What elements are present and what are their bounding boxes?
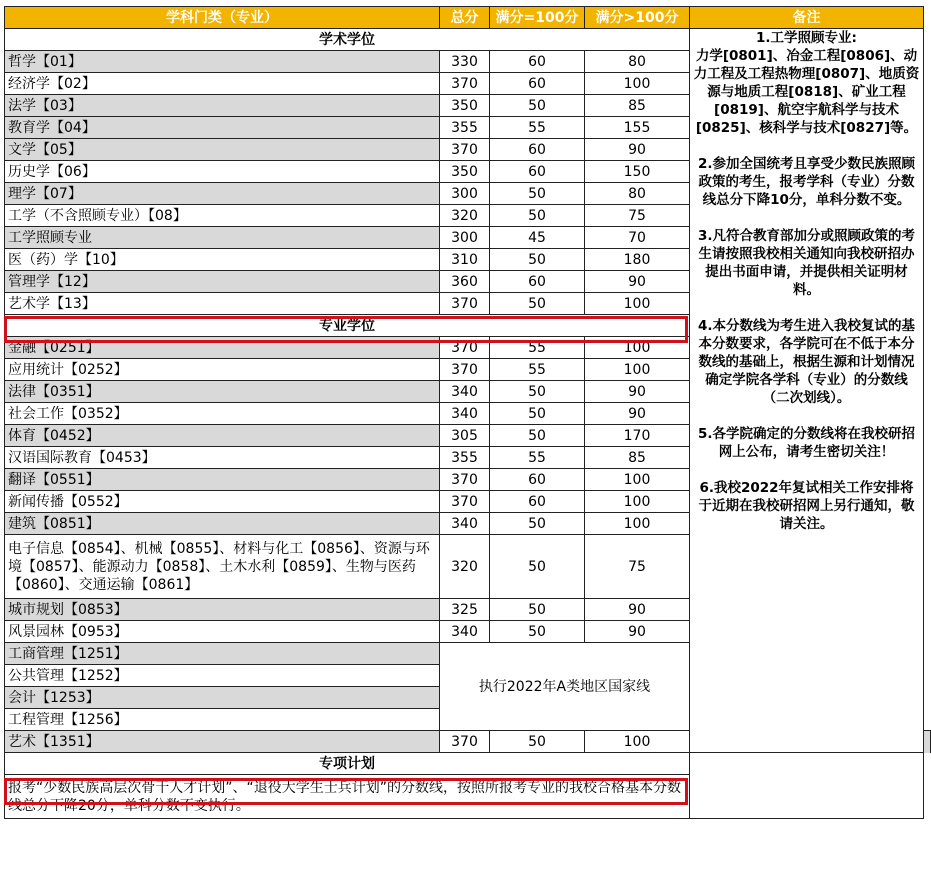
row-total: 370 [440, 139, 490, 161]
header-notes: 备注 [690, 7, 924, 29]
row-category: 应用统计【0252】 [5, 359, 440, 381]
header-score-gt100: 满分>100分 [585, 7, 690, 29]
row-category: 电子信息【0854】、机械【0855】、材料与化工【0856】、资源与环境【0857】、能源动力【0858】、土木水利【0859】、生物与医药【0860】、交通运输【0861】 [5, 535, 440, 599]
section-professional-label: 专业学位 [5, 315, 690, 337]
row-score100: 55 [490, 447, 585, 469]
header-total: 总分 [440, 7, 490, 29]
row-total: 370 [440, 293, 490, 315]
row-score100: 50 [490, 381, 585, 403]
row-total: 320 [440, 535, 490, 599]
special-plan-text: 报考“少数民族高层次骨干人才计划”、“退役大学生士兵计划”的分数线，按照所报考专业的我校合格基本分数线总分下降20分，单科分数不变执行。 [5, 775, 690, 819]
score-table [4, 6, 931, 819]
row-total: 350 [440, 161, 490, 183]
row-category: 法学【03】 [5, 95, 440, 117]
row-score-gt100: 150 [585, 161, 690, 183]
row-score100: 60 [490, 161, 585, 183]
row-total: 350 [440, 95, 490, 117]
row-score100: 55 [490, 117, 585, 139]
row-score-gt100: 90 [585, 599, 690, 621]
row-score-gt100: 100 [585, 513, 690, 535]
row-category: 工商管理【1251】 [5, 643, 440, 665]
row-total: 370 [440, 337, 490, 359]
row-category: 金融【0251】 [5, 337, 440, 359]
row-category: 会计【1253】 [5, 687, 440, 709]
row-score100: 50 [490, 95, 585, 117]
row-total: 300 [440, 183, 490, 205]
row-score-gt100: 85 [585, 95, 690, 117]
row-total: 355 [440, 117, 490, 139]
row-category: 体育【0452】 [5, 425, 440, 447]
row-score-gt100: 100 [585, 491, 690, 513]
row-score100: 60 [490, 139, 585, 161]
row-score100: 50 [490, 205, 585, 227]
row-category: 社会工作【0352】 [5, 403, 440, 425]
row-total: 320 [440, 205, 490, 227]
row-category: 医（药）学【10】 [5, 249, 440, 271]
row-category: 公共管理【1252】 [5, 665, 440, 687]
row-total: 340 [440, 513, 490, 535]
row-category: 教育学【04】 [5, 117, 440, 139]
row-score-gt100: 100 [585, 337, 690, 359]
row-score-gt100: 90 [585, 381, 690, 403]
row-total: 370 [440, 359, 490, 381]
row-total: 300 [440, 227, 490, 249]
row-score-gt100: 100 [585, 293, 690, 315]
row-score100: 60 [490, 51, 585, 73]
row-category: 建筑【0851】 [5, 513, 440, 535]
row-total: 370 [440, 731, 490, 753]
row-score-gt100: 75 [585, 535, 690, 599]
row-score-gt100: 90 [585, 403, 690, 425]
row-score100: 60 [490, 491, 585, 513]
row-score100: 50 [490, 621, 585, 643]
row-category: 工学照顾专业 [5, 227, 440, 249]
note-item: 2.参加全国统考且享受少数民族照顾政策的考生，报考学科（专业）分数线总分下降10分，单科分数不变。 [697, 156, 916, 208]
row-score100: 50 [490, 535, 585, 599]
note-item: 1.工学照顾专业: 力学[0801]、冶金工程[0806]、动力工程及工程热物理[0807]、地质资源与地质工程[0818]、矿业工程[0819]、航空宇航科学与技术[0825]、核科学与技术[0827]等。 [693, 30, 920, 136]
row-score-gt100: 90 [585, 139, 690, 161]
row-category: 工学（不含照顾专业）【08】 [5, 205, 440, 227]
row-category: 文学【05】 [5, 139, 440, 161]
note-item: 6.我校2022年复试相关工作安排将于近期在我校研招网上另行通知，敬请关注。 [698, 480, 915, 532]
row-category: 法律【0351】 [5, 381, 440, 403]
row-total: 370 [440, 491, 490, 513]
row-score-gt100: 90 [585, 271, 690, 293]
row-score100: 50 [490, 599, 585, 621]
row-score-gt100: 90 [585, 621, 690, 643]
row-total: 325 [440, 599, 490, 621]
notes-cell [690, 29, 924, 753]
row-category: 新闻传播【0552】 [5, 491, 440, 513]
row-category: 管理学【12】 [5, 271, 440, 293]
row-category: 经济学【02】 [5, 73, 440, 95]
row-category: 汉语国际教育【0453】 [5, 447, 440, 469]
row-score100: 50 [490, 403, 585, 425]
note-item: 4.本分数线为考生进入我校复试的基本分数要求，各学院可在不低于本分数线的基础上，根据生源和计划情况确定学院各学科（专业）的分数线（二次划线）。 [697, 318, 916, 406]
notes-blank-cell [690, 753, 924, 819]
row-category: 艺术学【13】 [5, 293, 440, 315]
row-score100: 50 [490, 183, 585, 205]
row-score-gt100: 100 [585, 469, 690, 491]
row-category: 哲学【01】 [5, 51, 440, 73]
row-score100: 45 [490, 227, 585, 249]
row-total: 330 [440, 51, 490, 73]
row-total: 370 [440, 73, 490, 95]
header-category: 学科门类（专业） [5, 7, 440, 29]
section-academic [5, 29, 931, 51]
note-item: 3.凡符合教育部加分或照顾政策的考生请按照我校相关通知向我校研招办提出书面申请，并提供相关证明材料。 [697, 228, 916, 298]
notes-blank-cell [924, 731, 931, 753]
row-total: 340 [440, 621, 490, 643]
row-score-gt100: 80 [585, 183, 690, 205]
row-score-gt100: 155 [585, 117, 690, 139]
row-score-gt100: 180 [585, 249, 690, 271]
row-category: 风景园林【0953】 [5, 621, 440, 643]
row-score-gt100: 100 [585, 359, 690, 381]
row-score100: 60 [490, 469, 585, 491]
row-score100: 50 [490, 513, 585, 535]
note-item: 5.各学院确定的分数线将在我校研招网上公布，请考生密切关注！ [697, 426, 916, 460]
row-score-gt100: 85 [585, 447, 690, 469]
row-category: 城市规划【0853】 [5, 599, 440, 621]
row-score100: 50 [490, 249, 585, 271]
row-category: 艺术【1351】 [5, 731, 440, 753]
row-score100: 50 [490, 425, 585, 447]
header-score100: 满分=100分 [490, 7, 585, 29]
row-category: 理学【07】 [5, 183, 440, 205]
row-total: 305 [440, 425, 490, 447]
row-score-gt100: 170 [585, 425, 690, 447]
row-total: 355 [440, 447, 490, 469]
row-total: 310 [440, 249, 490, 271]
row-score100: 50 [490, 293, 585, 315]
row-total: 340 [440, 381, 490, 403]
row-total: 360 [440, 271, 490, 293]
row-score-gt100: 100 [585, 73, 690, 95]
section-special [5, 753, 931, 775]
row-category: 翻译【0551】 [5, 469, 440, 491]
row-score-gt100: 100 [585, 731, 690, 753]
row-category: 工程管理【1256】 [5, 709, 440, 731]
row-score-gt100: 75 [585, 205, 690, 227]
row-score100: 60 [490, 271, 585, 293]
section-academic-label: 学术学位 [5, 29, 690, 51]
section-special-label: 专项计划 [5, 753, 690, 775]
row-total: 340 [440, 403, 490, 425]
row-score100: 55 [490, 359, 585, 381]
row-score100: 60 [490, 73, 585, 95]
header-row [5, 7, 931, 29]
national-line-cell: 执行2022年A类地区国家线 [440, 643, 690, 731]
row-score-gt100: 70 [585, 227, 690, 249]
row-score-gt100: 80 [585, 51, 690, 73]
row-total: 370 [440, 469, 490, 491]
row-score100: 55 [490, 337, 585, 359]
row-category: 历史学【06】 [5, 161, 440, 183]
row-score100: 50 [490, 731, 585, 753]
